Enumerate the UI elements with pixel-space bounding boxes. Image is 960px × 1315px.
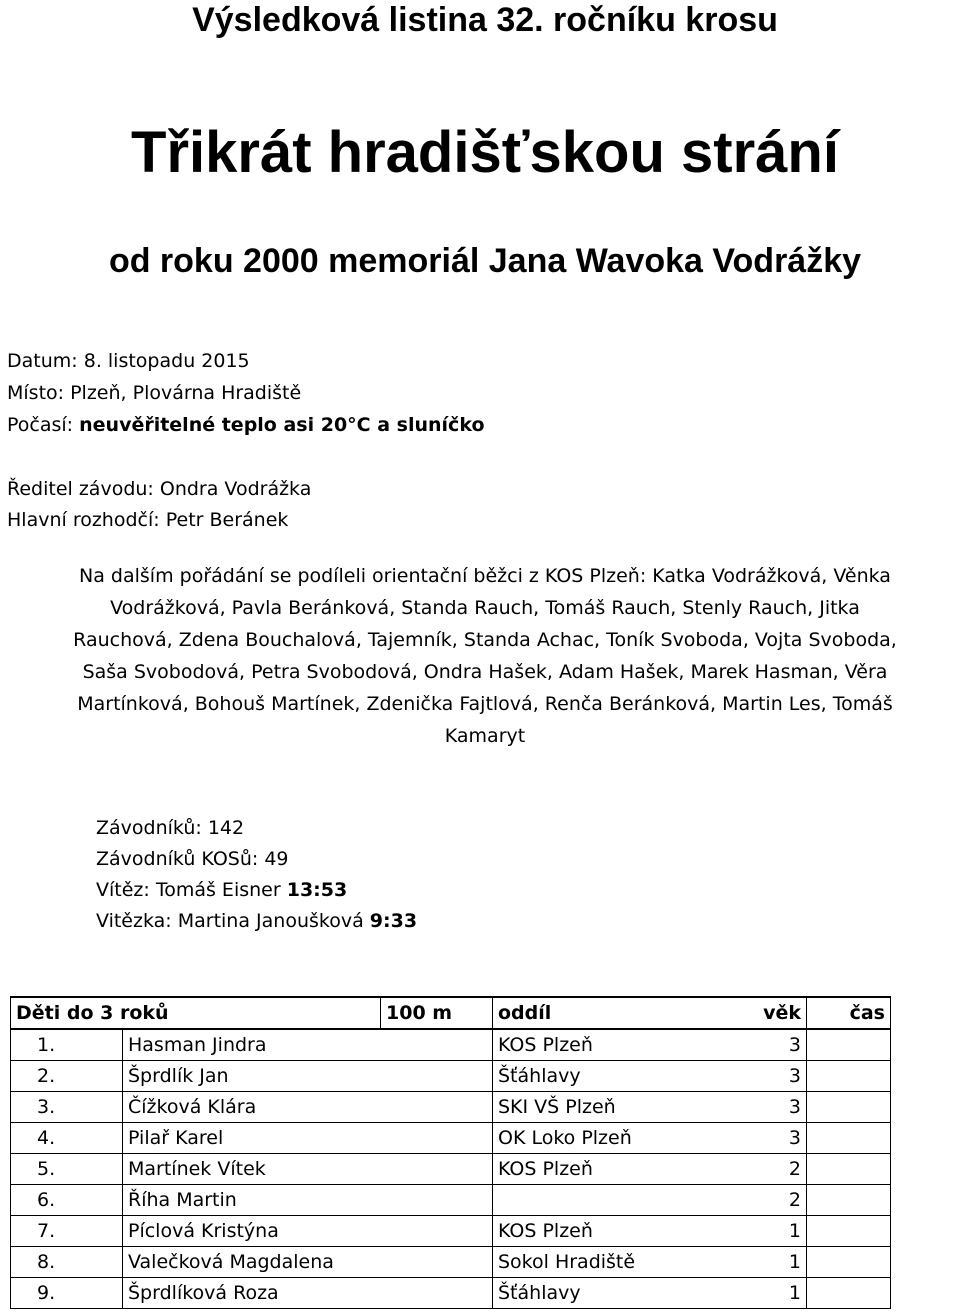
club-cell: OK Loko Plzeň [498,1127,632,1149]
rank-cell: 4. [11,1123,123,1154]
time-header: čas [807,997,891,1029]
director-value: Ondra Vodrážka [159,478,312,500]
club-age-cell [493,1185,807,1216]
organizers-line: Na dalším pořádání se podíleli orientační běžci z KOS Plzeň: Katka Vodrážková, Věnka [79,565,891,587]
name-cell: Čížková Klára [123,1092,493,1123]
referee-value: Petr Beránek [165,509,289,531]
page-title: Výsledková listina 32. ročníku krosu [192,1,778,39]
winner-women-line [96,906,417,937]
weather-label: Počasí: [7,414,74,436]
rank-cell: 7. [11,1216,123,1247]
table-row [11,1061,891,1092]
table-row [11,1092,891,1123]
distance-header: 100 m [381,997,493,1029]
age-cell: 2 [788,1189,801,1211]
club-cell: Šťáhlavy [498,1065,581,1087]
place-value: Plzeň, Plovárna Hradiště [70,382,302,404]
date-line [7,346,250,377]
winner-men-time: 13:53 [286,879,348,901]
racers-count-line [96,813,417,844]
club-age-cell [493,1029,807,1061]
organizers-line: Martínková, Bohouš Martínek, Zdenička Fajtlová, Renča Beránková, Martin Les, Tomáš [77,693,893,715]
place-line [7,378,301,409]
club-age-cell [493,1216,807,1247]
rank-cell: 1. [11,1029,123,1061]
name-cell: Šprdlíková Roza [123,1278,493,1309]
club-age-cell [493,1092,807,1123]
referee-label: Hlavní rozhodčí: [7,509,160,531]
age-cell: 2 [788,1158,801,1180]
rank-cell: 6. [11,1185,123,1216]
memorial-subtitle: od roku 2000 memoriál Jana Wavoka Vodrážky [108,242,862,280]
winner-women-time: 9:33 [369,910,418,932]
time-cell [807,1216,891,1247]
club-cell: KOS Plzeň [498,1158,593,1180]
weather-line [7,410,485,441]
age-cell: 1 [788,1220,801,1242]
kos-racers-count-line [96,844,417,875]
rank-cell: 5. [11,1154,123,1185]
club-age-header [493,997,807,1029]
racers-count-value: 142 [207,817,245,839]
club-age-cell [493,1278,807,1309]
club-age-cell [493,1061,807,1092]
table-row [11,1247,891,1278]
name-cell: Valečková Magdalena [123,1247,493,1278]
date-label: Datum: [7,350,78,372]
rank-cell: 3. [11,1092,123,1123]
referee-line [7,505,288,536]
organizers-paragraph [0,560,960,752]
weather-value: neuvěřitelné teplo asi 20°C a sluníčko [79,414,485,436]
time-cell [807,1247,891,1278]
time-cell [807,1029,891,1061]
time-cell [807,1092,891,1123]
club-cell: SKI VŠ Plzeň [498,1096,616,1118]
club-age-cell [493,1123,807,1154]
club-age-cell [493,1154,807,1185]
age-cell: 3 [788,1065,801,1087]
club-cell: Šťáhlavy [498,1282,581,1304]
table-row [11,1154,891,1185]
time-cell [807,1278,891,1309]
organizers-line: Rauchová, Zdena Bouchalová, Tajemník, Standa Achac, Toník Svoboda, Vojta Svoboda, [73,629,897,651]
club-cell: Sokol Hradiště [498,1251,636,1273]
table-row [11,1029,891,1061]
club-age-cell [493,1247,807,1278]
time-cell [807,1123,891,1154]
name-cell: Šprdlík Jan [123,1061,493,1092]
time-cell [807,1154,891,1185]
director-line [7,474,311,505]
age-cell: 3 [788,1034,801,1056]
name-cell: Píclová Kristýna [123,1216,493,1247]
organizers-line: Saša Svobodová, Petra Svobodová, Ondra Hašek, Adam Hašek, Marek Hasman, Věra [82,661,888,683]
time-cell [807,1185,891,1216]
winner-women-name: Martina Janoušková [177,910,364,932]
category-header: Děti do 3 roků [11,997,381,1029]
winner-women-label: Vitězka: [96,910,172,932]
winner-men-line [96,875,417,906]
kos-racers-count-value: 49 [264,848,289,870]
time-cell [807,1061,891,1092]
race-statistics [96,813,417,937]
racers-count-label: Závodníků: [96,817,202,839]
age-cell: 1 [788,1251,801,1273]
club-cell: KOS Plzeň [498,1220,593,1242]
place-label: Místo: [7,382,65,404]
age-header: věk [763,1002,801,1024]
name-cell: Martínek Vítek [123,1154,493,1185]
winner-men-label: Vítěz: [96,879,150,901]
table-row [11,1123,891,1154]
kos-racers-count-label: Závodníků KOSů: [96,848,259,870]
date-value: 8. listopadu 2015 [83,350,250,372]
club-header: oddíl [498,1002,552,1024]
winner-men-name: Tomáš Eisner [155,879,281,901]
director-label: Ředitel závodu: [7,478,154,500]
age-cell: 3 [788,1096,801,1118]
club-cell: KOS Plzeň [498,1034,593,1056]
name-cell: Říha Martin [123,1185,493,1216]
organizers-line: Vodrážková, Pavla Beránková, Standa Rauch, Tomáš Rauch, Stenly Rauch, Jitka [110,597,860,619]
age-cell: 3 [788,1127,801,1149]
results-header-row [11,997,891,1029]
name-cell: Hasman Jindra [123,1029,493,1061]
event-name: Třikrát hradišťskou strání [131,120,839,185]
name-cell: Pilař Karel [123,1123,493,1154]
table-row [11,1278,891,1309]
table-row [11,1216,891,1247]
rank-cell: 9. [11,1278,123,1309]
rank-cell: 8. [11,1247,123,1278]
rank-cell: 2. [11,1061,123,1092]
table-row [11,1185,891,1216]
age-cell: 1 [788,1282,801,1304]
organizers-line: Kamaryt [444,725,526,747]
results-table [10,996,891,1309]
